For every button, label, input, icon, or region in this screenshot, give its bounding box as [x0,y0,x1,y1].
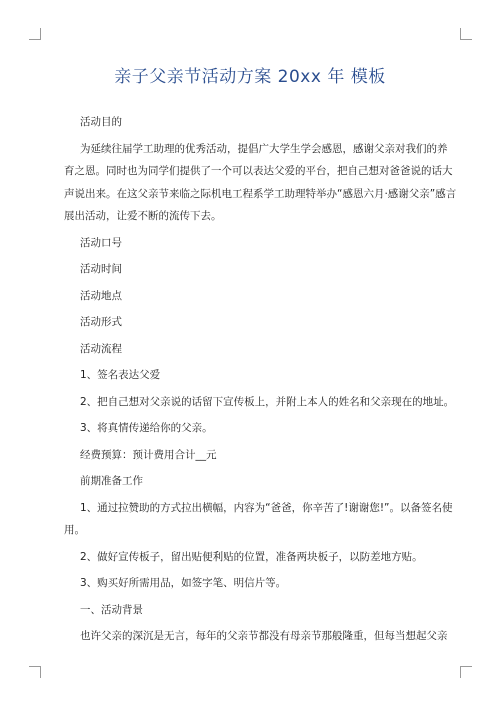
paragraph [80,111,440,134]
paragraph [64,497,453,542]
paragraph [80,311,440,334]
paragraph [80,338,440,361]
paragraph [80,285,440,308]
paragraph-line: 活动形式 [80,316,122,328]
paragraph-line: 3、将真情传递给你的父亲。 [80,422,213,434]
paragraph-line: 2、把自己想对父亲说的话留下宣传板上，并附上本人的姓名和父亲现在的地址。 [80,395,455,408]
paragraph-line: 3、购买好所需用品，如签字笔、明信片等。 [80,577,287,589]
paragraph-line: 声说出来。在这父亲节来临之际机电工程系学工助理特举办“感恩六月·感谢父亲”感言 [64,187,457,200]
paragraph [80,546,440,569]
paragraph [80,572,440,595]
paragraph-line: 育之恩。同时也为同学们提供了一个可以表达父爱的平台，把自己想对爸爸说的话大 [64,165,453,177]
corner-mark-top-left [29,28,41,40]
document-body [64,111,457,648]
paragraph-line: 活动流程 [80,342,122,355]
corner-mark-bottom-left [29,666,41,678]
document-title: 亲子父亲节活动方案 20xx 年 模板 [114,67,386,87]
paragraph-line: 活动地点 [80,289,122,302]
paragraph-line: 活动目的 [80,116,122,128]
paragraph-line: 为延续往届学工助理的优秀活动，提倡广大学生学会感恩，感谢父亲对我们的养 [80,142,448,155]
paragraph [80,470,440,493]
paragraph [80,232,440,255]
paragraph-line: 一、活动背景 [80,603,143,616]
paragraph-line: 1、签名表达父爱 [80,369,161,381]
paragraph-line: 经费预算：预计费用合计__元 [80,448,217,461]
paragraph-line: 也许父亲的深沉是无言，每年的父亲节都没有母亲节那般隆重，但每当想起父亲 [80,630,448,642]
paragraph [80,417,440,440]
paragraph-line: 用。 [64,524,85,536]
paragraph-line: 展出活动，让爱不断的流传下去。 [64,210,222,222]
paragraph [80,391,455,414]
paragraph [80,444,440,467]
paragraph [80,599,440,622]
paragraph-line: 活动时间 [80,263,122,275]
paragraph [80,625,448,648]
paragraph-line: 2、做好宣传板子，留出贴便利贴的位置，准备两块板子，以防差地方贴。 [80,550,423,563]
paragraph-line: 活动口号 [80,236,122,249]
paragraph [80,364,440,387]
paragraph-line: 1、通过拉赞助的方式拉出横幅，内容为“爸爸，你辛苦了!谢谢您!”。以备签名使 [80,501,453,514]
paragraph-line: 前期准备工作 [80,475,143,487]
corner-mark-top-right [460,28,472,40]
corner-mark-bottom-right [460,666,472,678]
paragraph [64,138,457,228]
paragraph [80,258,440,281]
